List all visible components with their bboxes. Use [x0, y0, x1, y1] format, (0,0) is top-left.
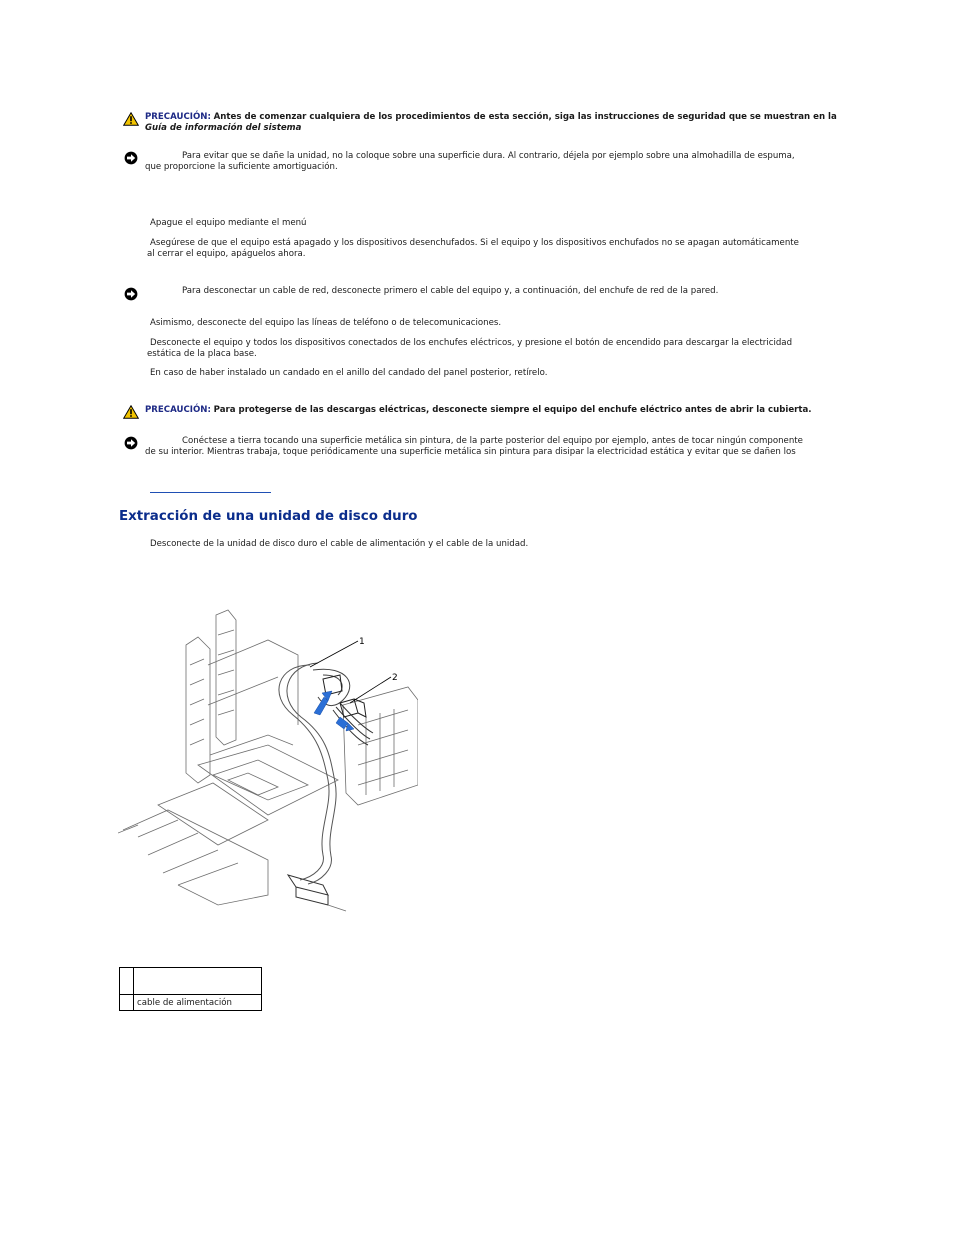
step-unplug-line1: Desconecte el equipo y todos los dispositivos conectados de los enchufes eléctricos, y presione el botón de encendido para descargar la electricidad: [150, 338, 793, 348]
callout-number-1: 1: [359, 637, 365, 647]
caution-label: PRECAUCIÓN:: [145, 112, 211, 122]
legend-text: [134, 968, 262, 995]
guide-title: Guía de información del sistema: [145, 122, 302, 133]
notice-note-3: [145, 436, 845, 457]
notice-note-2: Para desconectar un cable de red, desconecte primero el cable del equipo y, a continuación, del enchufe de red de la pared.: [182, 286, 719, 296]
callout-leader: [350, 677, 391, 703]
table-row: [120, 968, 262, 995]
top-link-underline[interactable]: [150, 492, 271, 493]
notice-text-line1: Conéctese a tierra tocando una superficie metálica sin pintura, de la parte posterior del equipo por ejemplo, antes de tocar ningún componente: [182, 436, 803, 446]
caution-icon: [123, 405, 139, 419]
step-unplug-line2: estática de la placa base.: [147, 348, 257, 359]
caution-note-1: [145, 112, 845, 133]
section-title: Extracción de una unidad de disco duro: [119, 509, 418, 524]
callout-number-2: 2: [392, 673, 398, 683]
notice-note-1: [145, 151, 845, 172]
section-step: Desconecte de la unidad de disco duro el cable de alimentación y el cable de la unidad.: [150, 539, 529, 549]
step-padlock: En caso de haber instalado un candado en el anillo del candado del panel posterior, retírelo.: [150, 368, 548, 378]
notice-text-line2: de su interior. Mientras trabaja, toque periódicamente una superficie metálica sin pintura para disipar la electricidad estática y evitar que se dañen los: [145, 446, 796, 457]
notice-text-line1: Para evitar que se dañe la unidad, no la coloque sobre una superficie dura. Al contrario, déjela por ejemplo sobre una almohadilla de espuma,: [182, 151, 795, 161]
legend-text: cable de alimentación: [134, 995, 262, 1011]
caution-text: Para protegerse de las descargas eléctricas, desconecte siempre el equipo del enchufe eléctrico antes de abrir la cubierta.: [213, 405, 812, 415]
caution-icon: [123, 112, 139, 126]
motherboard: [198, 745, 338, 815]
caution-note-2: [145, 405, 845, 416]
notice-icon: [124, 151, 138, 165]
drive-bay: [343, 687, 418, 805]
caution-label: PRECAUCIÓN:: [145, 405, 211, 415]
pull-arrow-icon: [314, 697, 328, 715]
table-row: [120, 995, 262, 1011]
callout-leader: [310, 641, 358, 667]
legend-number: [120, 968, 134, 995]
step-check-off-line1: Asegúrese de que el equipo está apagado y los dispositivos desenchufados. Si el equipo y los dispositivos enchufados no se apagan automáticamente: [150, 238, 799, 248]
notice-icon: [124, 436, 138, 450]
notice-text-line2: que proporcione la suficiente amortiguación.: [145, 161, 338, 172]
notice-icon: [124, 287, 138, 301]
step-shutdown: Apague el equipo mediante el menú: [150, 218, 307, 228]
hard-drive-cable-illustration: [118, 605, 418, 915]
legend-number: [120, 995, 134, 1011]
chassis-panel: [186, 637, 210, 783]
caution-text: Antes de comenzar cualquiera de los procedimientos de esta sección, siga las instrucciones de seguridad que se muestran en la: [213, 112, 837, 122]
legend-table: [119, 967, 262, 1011]
step-unplug: [147, 338, 847, 359]
step-check-off-line2: al cerrar el equipo, apáguelos ahora.: [147, 248, 306, 259]
step-telephone: Asimismo, desconecte del equipo las líneas de teléfono o de telecomunicaciones.: [150, 318, 502, 328]
step-check-off: [147, 238, 847, 259]
